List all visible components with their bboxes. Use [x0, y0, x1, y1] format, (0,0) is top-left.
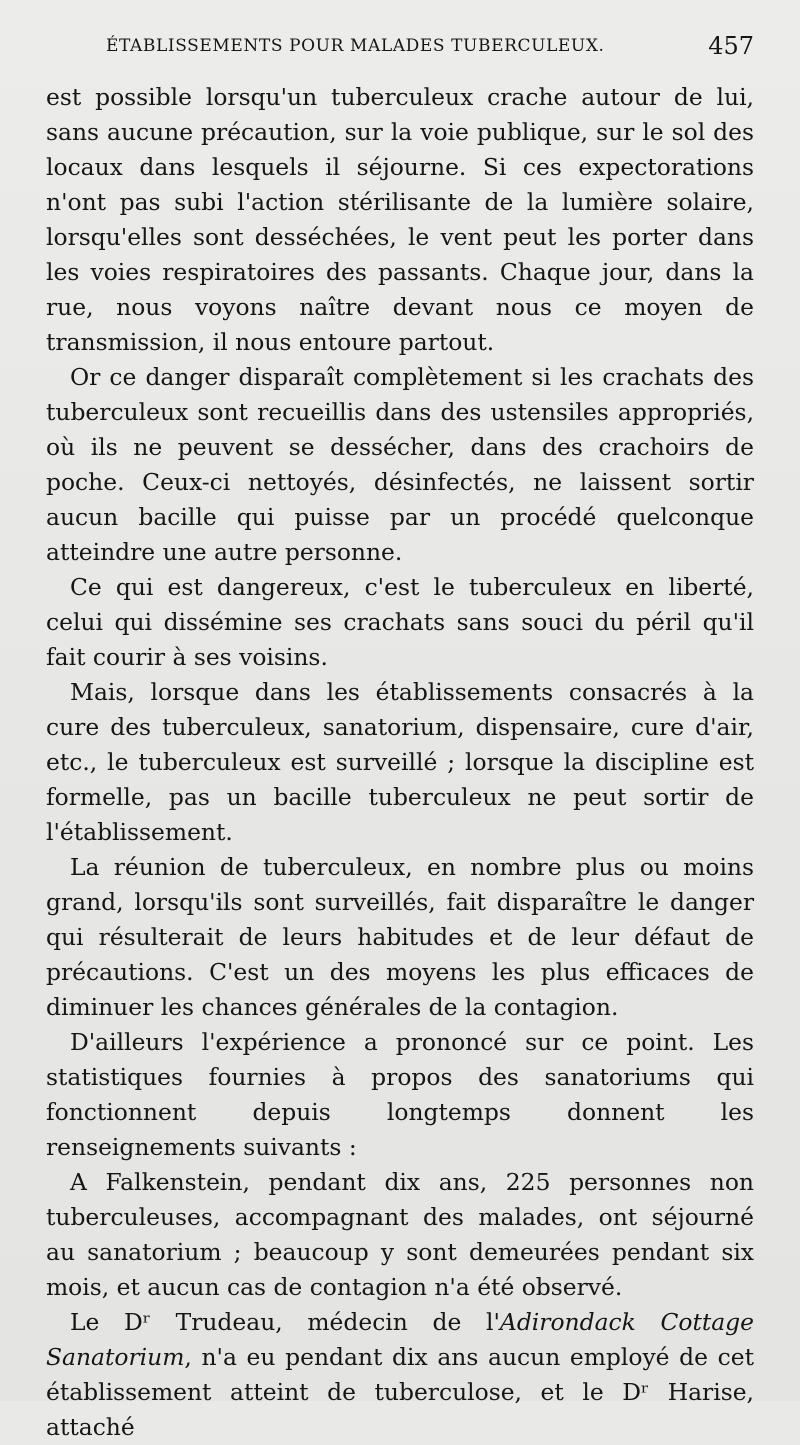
paragraph-2: Or ce danger disparaît complètement si les crachats des tuberculeux sont recueillis dans des ustensiles appropriés, où ils ne peuvent se dessécher, dans des crachoirs de poche. Ceux-ci nettoyés, désinfectés, ne laissent sortir aucun bacille qui puisse par un procédé quelconque atteindre une autre personne.: [46, 363, 754, 566]
page-number: 457: [708, 32, 754, 60]
paragraph-8-end: , n'a eu pendant dix ans aucun employé de cet établissement atteint de tuberculose, et le Dʳ Harise, attaché: [46, 1343, 754, 1441]
page-header: [46, 32, 754, 80]
paragraph-8: [46, 1305, 754, 1445]
running-title: ÉTABLISSEMENTS POUR MALADES TUBERCULEUX.: [106, 36, 605, 56]
paragraph-1: est possible lorsqu'un tuberculeux crache autour de lui, sans aucune précaution, sur la voie publique, sur le sol des locaux dans lesquels il séjourne. Si ces expectorations n'ont pas subi l'action stérilisante de la lumière solaire, lorsqu'elles sont desséchées, le vent peut les porter dans les voies respiratoires des passants. Chaque jour, dans la rue, nous voyons naître devant nous ce moyen de transmission, il nous entoure partout.: [46, 83, 754, 356]
paragraph-3: Ce qui est dangereux, c'est le tuberculeux en liberté, celui qui dissémine ses crachats sans souci du péril qu'il fait courir à ses voisins.: [46, 573, 754, 671]
paragraph-8-start: Le Dʳ Trudeau, médecin de l': [70, 1308, 500, 1336]
paragraph-7: A Falkenstein, pendant dix ans, 225 personnes non tuberculeuses, accompagnant des malades, ont séjourné au sanatorium ; beaucoup y sont demeurées pendant six mois, et aucun cas de contagion n'a été observé.: [46, 1168, 754, 1301]
paragraph-5: La réunion de tuberculeux, en nombre plus ou moins grand, lorsqu'ils sont surveillés, fait disparaître le danger qui résulterait de leurs habitudes et de leur défaut de précautions. C'est un des moyens les plus efficaces de diminuer les chances générales de la contagion.: [46, 853, 754, 1021]
paragraph-4: Mais, lorsque dans les établissements consacrés à la cure des tuberculeux, sanatorium, dispensaire, cure d'air, etc., le tuberculeux est surveillé ; lorsque la discipline est formelle, pas un bacille tuberculeux ne peut sortir de l'établissement.: [46, 678, 754, 846]
paragraph-6: D'ailleurs l'expérience a prononcé sur ce point. Les statistiques fournies à propos des sanatoriums qui fonctionnent depuis longtemps donnent les renseignements suivants :: [46, 1028, 754, 1161]
body-text: [46, 80, 754, 1445]
sanatorium-name: Adirondack Cottage Sanatorium: [46, 1308, 754, 1371]
